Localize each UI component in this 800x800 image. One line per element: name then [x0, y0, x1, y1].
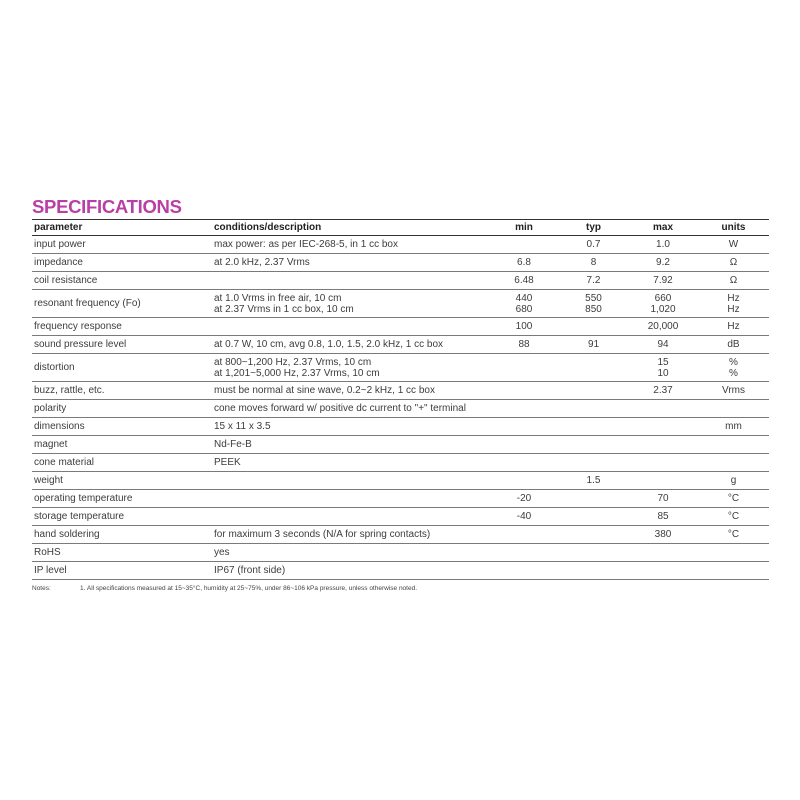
- cell-max: [628, 354, 698, 382]
- cell-typ: [559, 336, 628, 354]
- cell-typ: [559, 254, 628, 272]
- cell-typ: [559, 418, 628, 436]
- table-row: [32, 418, 769, 436]
- cell-typ: [559, 544, 628, 562]
- cell-min: [489, 544, 559, 562]
- table-row: [32, 318, 769, 336]
- cell-line: at 0.7 W, 10 cm, avg 0.8, 1.0, 1.5, 2.0 kHz, 1 cc box: [214, 339, 444, 350]
- cell-line: mm: [725, 421, 742, 432]
- cell-line: Vrms: [722, 385, 745, 396]
- cell-min: [489, 418, 559, 436]
- cell-parameter: hand soldering: [32, 526, 212, 544]
- cell-parameter: weight: [32, 472, 212, 490]
- cell-units: [698, 454, 769, 472]
- cell-max: [628, 454, 698, 472]
- cell-parameter: distortion: [32, 354, 212, 382]
- cell-line: Hz: [727, 292, 740, 304]
- cell-line: cone moves forward w/ positive dc current to "+" terminal: [214, 403, 466, 414]
- note-item: 1. All specifications measured at 15~35°C, humidity at 25~75%, under 86~106 kPa pressure, unless otherwise noted.: [80, 585, 418, 592]
- cell-line: 85: [657, 511, 669, 522]
- cell-min: [489, 272, 559, 290]
- cell-units: [698, 508, 769, 526]
- cell-line: 850: [585, 303, 602, 315]
- cell-line: -20: [516, 493, 532, 504]
- cell-conditions: [212, 562, 489, 580]
- table-row: [32, 382, 769, 400]
- cell-line: °C: [727, 511, 740, 522]
- cell-line: at 1,201~5,000 Hz, 2.37 Vrms, 10 cm: [214, 367, 380, 379]
- table-row: [32, 254, 769, 272]
- cell-max: [628, 472, 698, 490]
- cell-parameter: IP level: [32, 562, 212, 580]
- cell-parameter: frequency response: [32, 318, 212, 336]
- cell-line: 8: [590, 257, 597, 268]
- cell-line: W: [728, 239, 739, 250]
- cell-conditions: [212, 436, 489, 454]
- cell-conditions: [212, 272, 489, 290]
- cell-typ: [559, 472, 628, 490]
- cell-parameter: buzz, rattle, etc.: [32, 382, 212, 400]
- cell-line: 6.48: [514, 275, 534, 286]
- table-row: [32, 436, 769, 454]
- cell-line: 1.0: [656, 239, 670, 250]
- cell-typ: [559, 236, 628, 254]
- table-row: [32, 526, 769, 544]
- cell-line: 380: [654, 529, 672, 540]
- cell-max: [628, 318, 698, 336]
- table-row: [32, 472, 769, 490]
- cell-line: °C: [727, 529, 740, 540]
- cell-conditions: [212, 236, 489, 254]
- cell-min: [489, 382, 559, 400]
- cell-max: [628, 436, 698, 454]
- col-header-min: min: [489, 220, 559, 236]
- cell-line: 10: [657, 367, 669, 379]
- cell-line: at 2.37 Vrms in 1 cc box, 10 cm: [214, 303, 354, 315]
- cell-min: [489, 472, 559, 490]
- cell-line: Nd-Fe-B: [214, 439, 252, 450]
- cell-line: 15 x 11 x 3.5: [214, 421, 271, 432]
- cell-line: 0.7: [586, 239, 601, 250]
- cell-line: 1.5: [586, 475, 601, 486]
- cell-line: -40: [516, 511, 532, 522]
- cell-typ: [559, 562, 628, 580]
- cell-units: [698, 318, 769, 336]
- cell-typ: [559, 490, 628, 508]
- cell-parameter: coil resistance: [32, 272, 212, 290]
- cell-typ: [559, 272, 628, 290]
- cell-parameter: input power: [32, 236, 212, 254]
- cell-line: 2.37: [653, 385, 673, 396]
- cell-min: [489, 508, 559, 526]
- cell-conditions: [212, 382, 489, 400]
- cell-min: [489, 336, 559, 354]
- cell-conditions: [212, 544, 489, 562]
- cell-conditions: [212, 472, 489, 490]
- cell-units: [698, 544, 769, 562]
- table-row: [32, 272, 769, 290]
- cell-max: [628, 508, 698, 526]
- cell-line: 88: [518, 339, 530, 350]
- cell-parameter: dimensions: [32, 418, 212, 436]
- cell-conditions: [212, 290, 489, 318]
- cell-line: 94: [657, 339, 669, 350]
- cell-conditions: [212, 526, 489, 544]
- cell-max: [628, 254, 698, 272]
- cell-line: at 1.0 Vrms in free air, 10 cm: [214, 292, 342, 304]
- cell-units: [698, 526, 769, 544]
- cell-max: [628, 336, 698, 354]
- col-header-typ: typ: [559, 220, 628, 236]
- spec-sheet: [32, 195, 769, 593]
- cell-min: [489, 454, 559, 472]
- cell-line: 100: [515, 321, 533, 332]
- cell-parameter: impedance: [32, 254, 212, 272]
- col-header-max: max: [628, 220, 698, 236]
- cell-line: g: [730, 475, 737, 486]
- cell-min: [489, 254, 559, 272]
- cell-max: [628, 272, 698, 290]
- cell-line: °C: [727, 493, 740, 504]
- cell-units: [698, 436, 769, 454]
- col-header-units: units: [698, 220, 769, 236]
- table-row: [32, 490, 769, 508]
- cell-parameter: RoHS: [32, 544, 212, 562]
- cell-line: for maximum 3 seconds (N/A for spring contacts): [214, 529, 431, 540]
- notes-list: [80, 584, 417, 593]
- cell-max: [628, 544, 698, 562]
- notes-label: Notes:: [32, 585, 51, 592]
- table-row: [32, 508, 769, 526]
- cell-line: 550: [585, 292, 602, 304]
- table-row: [32, 400, 769, 418]
- cell-typ: [559, 354, 628, 382]
- cell-line: Hz: [727, 321, 740, 332]
- cell-line: dB: [727, 339, 740, 350]
- table-row: [32, 290, 769, 318]
- cell-line: 15: [657, 356, 669, 368]
- cell-parameter: magnet: [32, 436, 212, 454]
- cell-min: [489, 562, 559, 580]
- table-row: [32, 336, 769, 354]
- cell-conditions: [212, 318, 489, 336]
- table-row: [32, 562, 769, 580]
- cell-conditions: [212, 508, 489, 526]
- cell-max: [628, 526, 698, 544]
- cell-units: [698, 354, 769, 382]
- cell-max: [628, 400, 698, 418]
- header-row: [32, 220, 769, 236]
- cell-line: 70: [657, 493, 669, 504]
- cell-max: [628, 290, 698, 318]
- cell-line: 91: [587, 339, 600, 350]
- table-row: [32, 544, 769, 562]
- cell-units: [698, 254, 769, 272]
- cell-min: [489, 526, 559, 544]
- cell-units: [698, 382, 769, 400]
- cell-parameter: sound pressure level: [32, 336, 212, 354]
- cell-line: at 800~1,200 Hz, 2.37 Vrms, 10 cm: [214, 356, 372, 368]
- cell-units: [698, 290, 769, 318]
- cell-typ: [559, 400, 628, 418]
- cell-units: [698, 236, 769, 254]
- spec-table: [32, 219, 769, 580]
- col-header-parameter: parameter: [32, 220, 212, 236]
- cell-typ: [559, 508, 628, 526]
- cell-line: max power: as per IEC-268-5, in 1 cc box: [214, 239, 398, 250]
- table-row: [32, 354, 769, 382]
- cell-units: [698, 418, 769, 436]
- cell-line: %: [729, 356, 738, 368]
- cell-max: [628, 382, 698, 400]
- cell-conditions: [212, 400, 489, 418]
- cell-line: at 2.0 kHz, 2.37 Vrms: [214, 257, 310, 268]
- cell-conditions: [212, 454, 489, 472]
- cell-line: must be normal at sine wave, 0.2~2 kHz, 1 cc box: [214, 385, 435, 396]
- cell-line: 7.2: [586, 275, 601, 286]
- cell-units: [698, 490, 769, 508]
- cell-typ: [559, 290, 628, 318]
- col-header-conditions: conditions/description: [212, 220, 489, 236]
- cell-units: [698, 400, 769, 418]
- cell-parameter: operating temperature: [32, 490, 212, 508]
- cell-typ: [559, 436, 628, 454]
- cell-max: [628, 562, 698, 580]
- cell-line: 9.2: [656, 257, 670, 268]
- cell-line: Ω: [729, 257, 738, 268]
- cell-line: %: [729, 367, 738, 379]
- cell-units: [698, 336, 769, 354]
- cell-line: 660: [654, 292, 672, 304]
- cell-parameter: polarity: [32, 400, 212, 418]
- cell-line: Ω: [729, 275, 738, 286]
- cell-min: [489, 290, 559, 318]
- cell-units: [698, 272, 769, 290]
- cell-min: [489, 354, 559, 382]
- cell-parameter: cone material: [32, 454, 212, 472]
- cell-line: 6.8: [517, 257, 531, 268]
- cell-max: [628, 236, 698, 254]
- spec-table-body: [32, 236, 769, 580]
- page-title: SPECIFICATIONS: [32, 196, 182, 217]
- cell-line: IP67 (front side): [214, 565, 286, 576]
- table-row: [32, 454, 769, 472]
- cell-typ: [559, 454, 628, 472]
- cell-parameter: storage temperature: [32, 508, 212, 526]
- cell-line: 7.92: [653, 275, 673, 286]
- cell-line: 20,000: [647, 321, 679, 332]
- cell-max: [628, 418, 698, 436]
- cell-conditions: [212, 336, 489, 354]
- cell-min: [489, 318, 559, 336]
- cell-typ: [559, 382, 628, 400]
- cell-min: [489, 400, 559, 418]
- table-row: [32, 236, 769, 254]
- cell-line: 680: [515, 303, 533, 315]
- cell-min: [489, 436, 559, 454]
- cell-line: 1,020: [650, 303, 676, 315]
- cell-max: [628, 490, 698, 508]
- cell-min: [489, 490, 559, 508]
- cell-units: [698, 472, 769, 490]
- cell-conditions: [212, 254, 489, 272]
- cell-line: PEEK: [214, 457, 241, 468]
- cell-line: Hz: [727, 303, 740, 315]
- cell-line: yes: [214, 547, 230, 558]
- cell-parameter: resonant frequency (Fo): [32, 290, 212, 318]
- cell-conditions: [212, 418, 489, 436]
- cell-conditions: [212, 354, 489, 382]
- notes: [32, 584, 769, 593]
- cell-min: [489, 236, 559, 254]
- cell-conditions: [212, 490, 489, 508]
- cell-typ: [559, 526, 628, 544]
- cell-units: [698, 562, 769, 580]
- cell-line: 440: [515, 292, 533, 304]
- cell-typ: [559, 318, 628, 336]
